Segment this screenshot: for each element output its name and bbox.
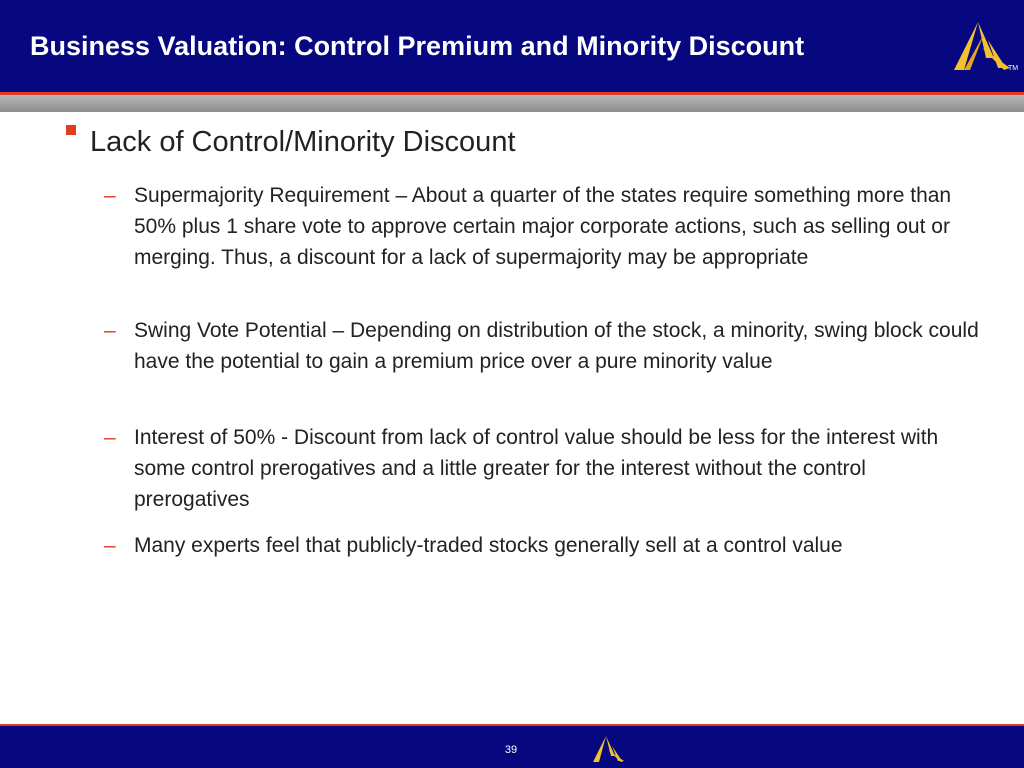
dash-bullet: – bbox=[104, 319, 116, 342]
page-number: 39 bbox=[504, 744, 518, 756]
header-gray-band bbox=[0, 95, 1024, 112]
sub-bullet-text: Interest of 50% - Discount from lack of control value should be less for the interest with some control prerogatives and a little greater for the interest without the control prerogatives bbox=[134, 426, 939, 511]
sub-bullet-text: Swing Vote Potential – Depending on distribution of the stock, a minority, swing block could have the potential to gain a premium price over a pure minority value bbox=[134, 319, 979, 373]
slide-title: Business Valuation: Control Premium and Minority Discount bbox=[30, 31, 805, 61]
sub-bullet-text: Many experts feel that publicly-traded stocks generally sell at a control value bbox=[134, 534, 843, 557]
main-bullet-text: Lack of Control/Minority Discount bbox=[90, 126, 516, 158]
company-logo-icon bbox=[948, 18, 1020, 78]
dash-bullet: – bbox=[104, 184, 116, 207]
dash-bullet: – bbox=[104, 534, 116, 557]
sub-bullet-text: Supermajority Requirement – About a quarter of the states require something more than 50% plus 1 share vote to approve certain major corporate actions, such as selling out or merging. Thus, a discount for a lack of supermajority may be appropriate bbox=[134, 184, 952, 269]
svg-text:TM: TM bbox=[1008, 65, 1019, 72]
footer-logo-icon bbox=[590, 734, 630, 766]
footer-accent-stripe bbox=[0, 724, 1024, 726]
square-bullet-icon bbox=[66, 125, 76, 135]
dash-bullet: – bbox=[104, 426, 116, 449]
